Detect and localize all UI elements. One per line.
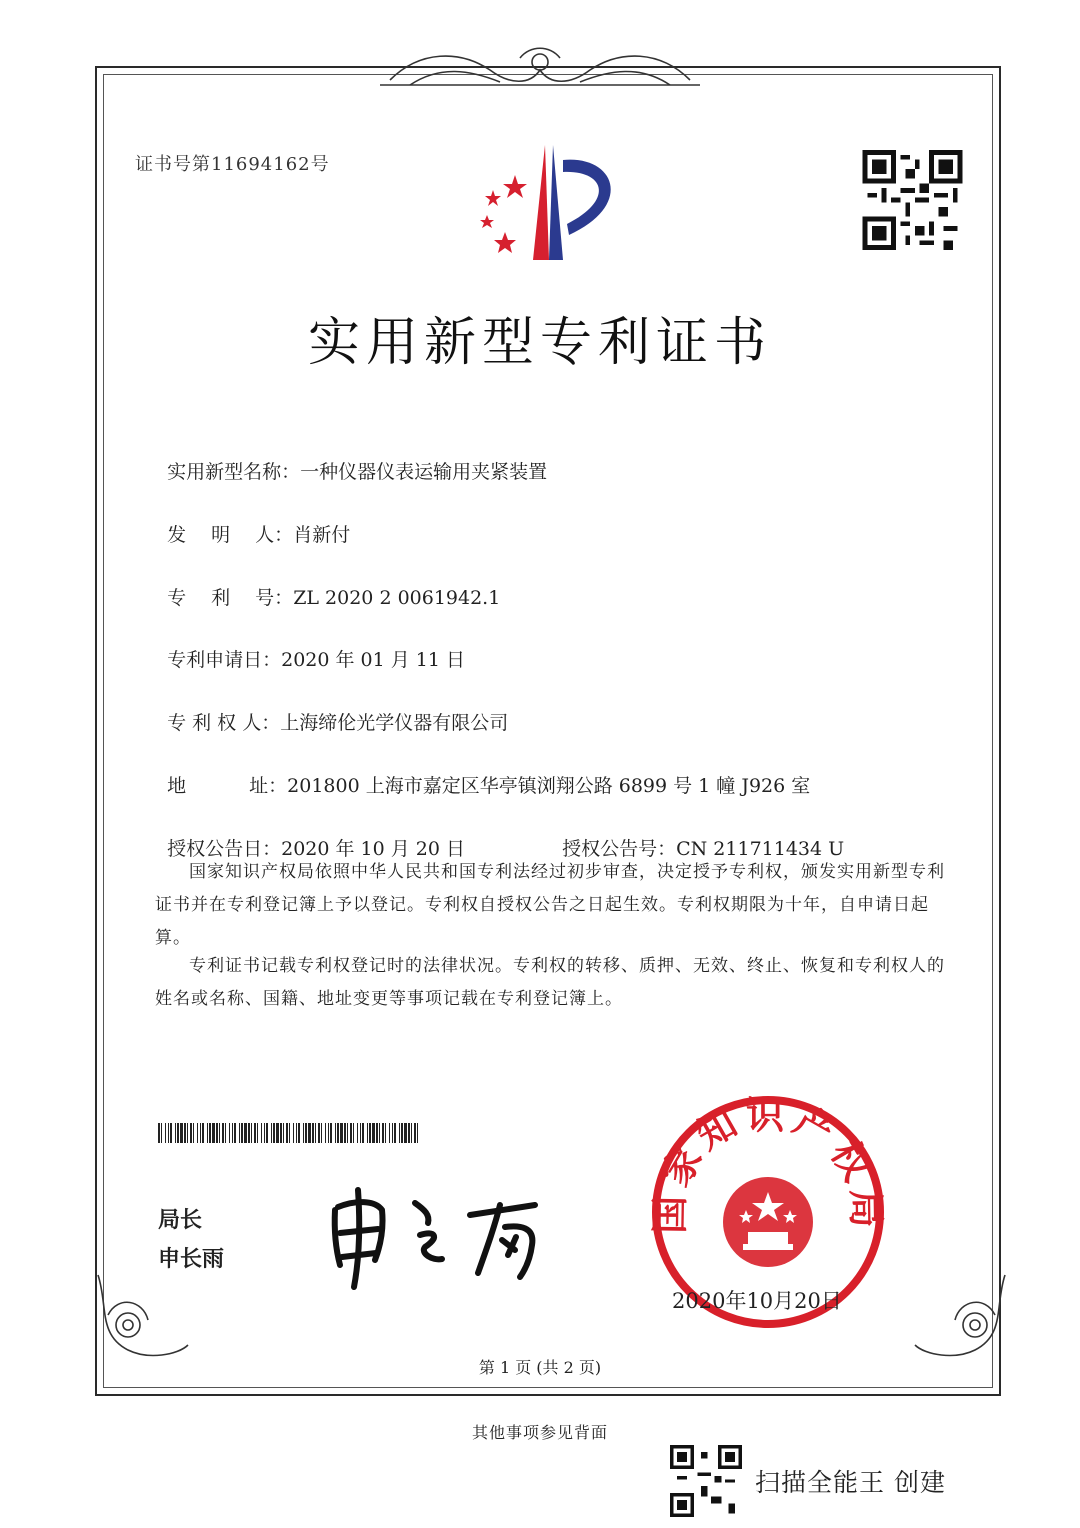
field-grant-date bbox=[155, 812, 465, 861]
bottom-right-ornament bbox=[905, 1255, 1015, 1365]
field-label: 授权公告日： bbox=[167, 838, 282, 860]
field-value: 肖新付 bbox=[293, 524, 351, 546]
field-utility-model-name bbox=[155, 435, 547, 484]
field-label: 专 利 号： bbox=[167, 587, 294, 609]
top-ornament bbox=[370, 40, 710, 100]
field-value: 2020 年 01 月 11 日 bbox=[281, 649, 466, 671]
field-label: 地 址： bbox=[167, 775, 288, 797]
field-address bbox=[155, 749, 810, 798]
field-value: 上海缔伦光学仪器有限公司 bbox=[280, 712, 509, 734]
svg-text:国家知识产权局: 国家知识产权局 bbox=[648, 1093, 888, 1235]
page-number: 第 1 页 (共 2 页) bbox=[478, 1358, 602, 1377]
signatory-name: 申长雨 bbox=[158, 1247, 225, 1272]
certificate-number: 证书号第11694162号 bbox=[135, 154, 330, 175]
legal-paragraph-2: 专利证书记载专利权登记时的法律状况。专利权的转移、质押、无效、终止、恢复和专利权人的姓名或名称、国籍、地址变更等事项记载在专利登记簿上。 bbox=[155, 956, 945, 1009]
field-grant-number bbox=[550, 812, 844, 861]
field-application-date bbox=[155, 623, 465, 672]
field-value: CN 211711434 U bbox=[676, 838, 845, 860]
field-value: 2020 年 10 月 20 日 bbox=[281, 838, 466, 860]
field-inventor bbox=[155, 498, 350, 547]
signatory-title: 局长 bbox=[158, 1208, 203, 1233]
field-label: 授权公告号： bbox=[562, 838, 677, 860]
field-patentee bbox=[155, 686, 508, 735]
field-patent-number bbox=[155, 561, 500, 610]
qr-code-icon bbox=[860, 150, 965, 250]
certificate-title: 实用新型专利证书 bbox=[307, 313, 772, 373]
seal-date: 2020年10月20日 bbox=[672, 1289, 842, 1313]
field-value: 201800 上海市嘉定区华亭镇浏翔公路 6899 号 1 幢 J926 室 bbox=[287, 775, 811, 797]
scanner-qr-icon bbox=[670, 1445, 742, 1517]
legal-paragraph-1: 国家知识产权局依照中华人民共和国专利法经过初步审查，决定授予专利权，颁发实用新型专利证书并在专利登记簿上予以登记。专利权自授权公告之日起生效。专利权期限为十年，自申请日起算。 bbox=[155, 862, 945, 948]
handwritten-signature bbox=[320, 1175, 560, 1295]
field-value: ZL 2020 2 0061942.1 bbox=[293, 587, 501, 609]
barcode-icon bbox=[158, 1123, 420, 1143]
scanner-watermark-text: 扫描全能王 创建 bbox=[755, 1468, 946, 1497]
footer-note: 其他事项参见背面 bbox=[471, 1423, 608, 1442]
field-label: 专 利 权 人： bbox=[167, 712, 281, 734]
field-label: 专利申请日： bbox=[167, 649, 282, 671]
field-value: 一种仪器仪表运输用夹紧装置 bbox=[300, 461, 548, 483]
field-label: 实用新型名称： bbox=[167, 461, 301, 483]
field-label: 发 明 人： bbox=[167, 524, 294, 546]
cnipa-logo bbox=[465, 140, 635, 265]
